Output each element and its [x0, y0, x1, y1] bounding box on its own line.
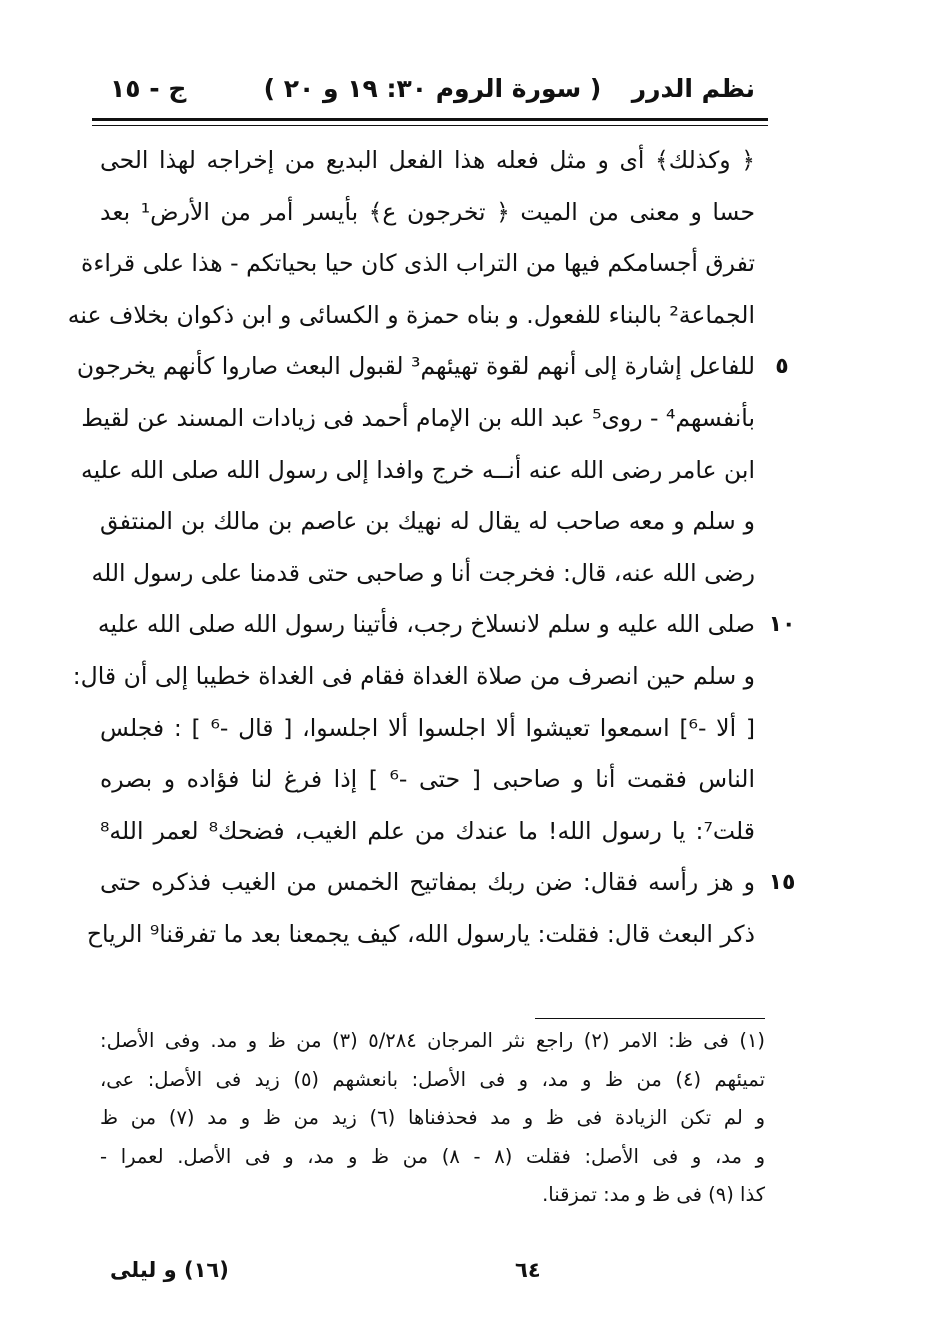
- line-text: صلى الله عليه و سلم لانسلاخ رجب، فأتينا رسول الله صلى الله عليه: [97, 610, 755, 639]
- page-footer: [110, 1258, 765, 1292]
- line-text: ذكر البعث قال: فقلت: يارسول الله، كيف يجمعنا بعد ما تفرقنا⁹ الرياح: [86, 919, 755, 948]
- line-text: [ ألا -⁶] اسمعوا تعيشوا ألا اجلسوا ألا اجلسوا، [ قال -⁶ ] : فجلس: [100, 713, 755, 742]
- line-text: ﴿ وكذلك﴾ أى و مثل فعله هذا الفعل البديع من إخراجه لهذا الحى: [100, 146, 755, 174]
- running-header: [110, 66, 755, 110]
- line-text: رضى الله عنه، قال: فخرجت أنا و صاحبى حتى قدمنا على رسول الله: [91, 558, 755, 587]
- text-line: [76, 341, 789, 393]
- footnote-line: (١) فى ظ: الامر (٢) راجع نثر المرجان ٥/٢٨٤ (٣) من ظ و مد. وفى الأصل:: [100, 1029, 766, 1052]
- footnote-line: و لم تكن الزيادة فى ظ و مد فحذفناها (٦) زيد من ظ و مد (٧) من ظ: [100, 1106, 765, 1129]
- line-text: الجماعة² بالبناء للفعول. و بناه حمزة و الكسائى و ابن ذكوان بخلاف عنه: [67, 300, 755, 329]
- line-text: قلت⁷: يا رسول الله! ما عندك من علم الغيب، فضحك⁸ لعمر الله⁸: [100, 816, 755, 845]
- text-line: [86, 909, 755, 961]
- volume-number: ج - ١٥: [110, 73, 187, 103]
- text-line: [80, 445, 755, 497]
- line-text: و سلم و معه صاحب له يقال له نهيك بن عاصم بن مالك بن المنتفق: [100, 507, 755, 536]
- footnotes: [100, 1022, 765, 1215]
- footnote-separator: [535, 1018, 765, 1019]
- footnote-line: كذا (٩) فى ظ و مد: تمزقنا.: [542, 1183, 765, 1206]
- line-number: ١٥: [768, 870, 796, 896]
- text-line: [100, 703, 755, 755]
- page-number: ٦٤: [515, 1258, 541, 1282]
- header-rule-thick: [92, 118, 768, 121]
- header-rule-thin: [92, 125, 768, 126]
- line-number: ٥: [775, 354, 789, 380]
- text-line: [91, 548, 755, 600]
- footnote-line: و مد، و فى الأصل: فقلت (٨ - ٨) من ظ و مد، و فى الأصل. لعمرا -: [100, 1144, 766, 1168]
- text-line: [81, 238, 755, 290]
- book-title: نظم الدرر: [631, 73, 755, 103]
- main-text: [67, 135, 796, 961]
- line-text: للفاعل إشارة إلى أنهم لقوة تهيئهم³ لقبول البعث صاروا كأنهم يخرجون: [76, 352, 755, 381]
- footnote-line: تميئهم (٤) من ظ و مد، و فى الأصل: بانعشهم (٥) زيد فى الأصل: عى،: [100, 1067, 765, 1091]
- text-line: [100, 857, 796, 909]
- line-text: و سلم حين انصرف من صلاة الغداة فقام فى الغداة خطيبا إلى أن قال:: [72, 661, 755, 690]
- line-text: حسا و معنى من الميت ﴿ تخرجون ع﴾ بأيسر أمر من الأرض¹ بعد: [100, 197, 755, 226]
- text-line: [100, 754, 755, 806]
- text-line: [97, 599, 796, 651]
- line-number: ١٠: [768, 612, 796, 638]
- text-line: [100, 496, 755, 548]
- line-text: بأنفسهم⁴ - روى⁵ عبد الله بن الإمام أحمد فى زيادات المسند عن لقيط: [81, 403, 755, 432]
- text-line: [100, 187, 755, 239]
- text-line: [100, 806, 755, 858]
- text-line: [81, 393, 755, 445]
- line-text: تفرق أجسامكم فيها من التراب الذى كان حيا بحياتكم - هذا على قراءة: [81, 249, 755, 278]
- text-line: [100, 135, 755, 187]
- line-text: و هز رأسه فقال: ضن ربك بمفاتيح الخمس من الغيب فذكره حتى: [100, 868, 755, 897]
- text-line: [72, 651, 755, 703]
- signature-mark: (١٦) و ليلى: [110, 1258, 229, 1282]
- surah-reference: ( سورة الروم ٣٠: ١٩ و ٢٠ ): [263, 73, 602, 103]
- line-text: ابن عامر رضى الله عنه أنــه خرج وافدا إلى رسول الله صلى الله عليه: [80, 455, 755, 484]
- line-text: الناس فقمت أنا و صاحبى [ حتى -⁶ ] إذا فرغ لنا فؤاده و بصره: [100, 765, 755, 794]
- text-line: [67, 290, 755, 342]
